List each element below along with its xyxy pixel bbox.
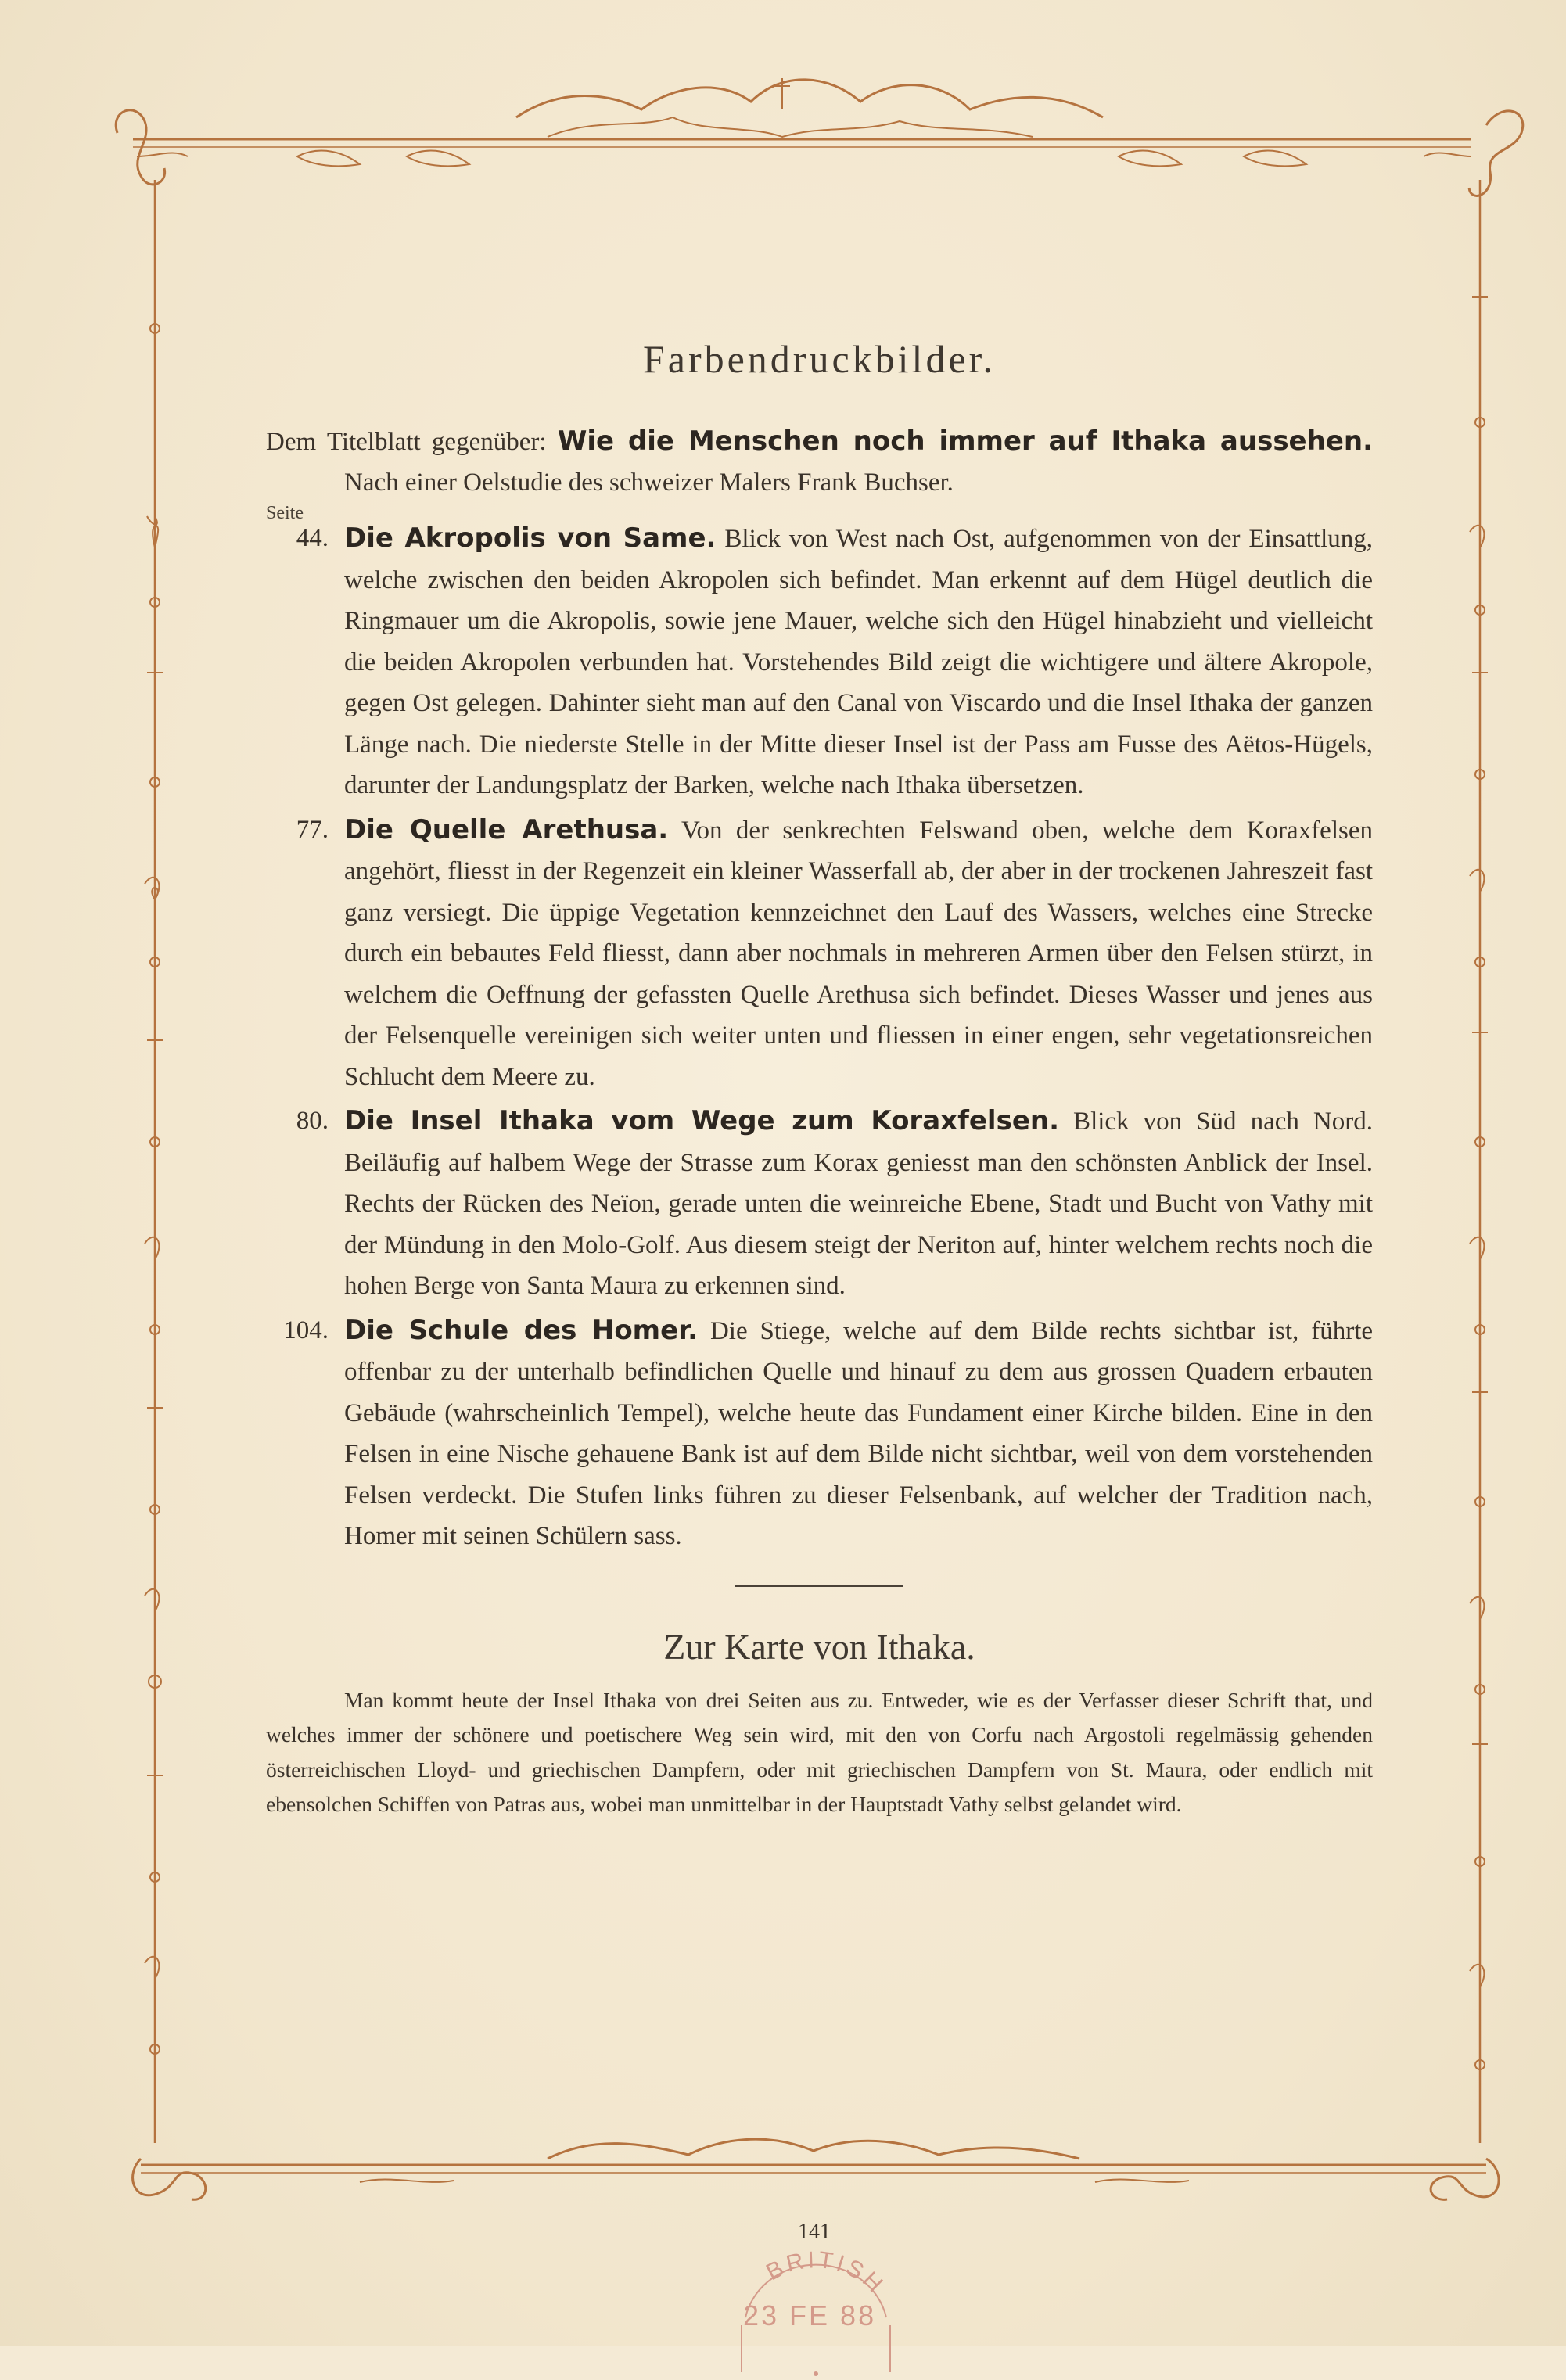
intro-text: Nach einer Oelstudie des schweizer Malers Frank Buchser.: [344, 468, 954, 497]
content: [266, 313, 1373, 1822]
entry-body: [344, 809, 1373, 1098]
intro-paragraph: [266, 421, 1373, 503]
section-divider: [735, 1585, 903, 1587]
entry-heading: Die Akropolis von Same.: [344, 522, 717, 554]
entry-text: Blick von West nach Ost, aufgenommen von der Einsattlung, welche zwischen den beiden Akropolen sich befindet. Man erkennt auf dem Hügel deutlich die Ringmauer um die Akropolis, sowie jene Mauer, welche sich den Hügel hinabzieht und vielleicht die beiden Akropolen verbunden hat. Vorstehendes Bild zeigt die wichtigere und ältere Akropole, gegen Ost gelegen. Dahinter sieht man auf den Canal von Viscardo und die Insel Ithaka der ganzen Länge nach. Die niederste Stelle in der Mitte dieser Insel ist der Pass am Fusse des Aëtos-Hügels, darunter der Landungsplatz der Barken, welche nach Ithaka übersetzen.: [344, 525, 1373, 799]
page-title: Farbendruckbilder.: [642, 337, 997, 381]
entry-body: [344, 518, 1373, 806]
entry-heading: Die Quelle Arethusa.: [344, 813, 669, 845]
entry-page-number: 44.: [296, 524, 329, 552]
entry-page-number: 77.: [296, 815, 329, 844]
svg-text:BRITISH: [762, 2247, 889, 2299]
entry-text: Die Stiege, welche auf dem Bilde rechts sichtbar ist, führte offenbar zu der unterhalb befindlichen Quelle und hinauf zu dem aus grossen Quadern erbauten Gebäude (wahrscheinlich Tempel), welche heute das Fundament einer Kirche bilden. Eine in den Felsen in eine Nische gehauene Bank ist auf dem Bilde nicht sichtbar, weil von dem vorstehenden Felsen verdeckt. Die Stufen links führen zu dieser Felsenbank, auf welcher der Tradition nach, Homer mit seinen Schülern sass.: [344, 1316, 1374, 1550]
page-number: 141: [798, 2220, 831, 2244]
entry-44: [266, 518, 1373, 806]
stamp-date: 23 FE 88: [743, 2299, 877, 2332]
stamp-arc-text: BRITISH: [762, 2246, 890, 2299]
map-section-title: Zur Karte von Ithaka.: [663, 1626, 975, 1667]
entry-77: [266, 809, 1373, 1098]
entry-text: Blick von Süd nach Nord. Beiläufig auf halbem Wege der Strasse zum Korax geniesst man den schönsten Anblick der Insel. Rechts der Rücken des Neïon, gerade unten die weinreiche Ebene, Stadt und Bucht von Vathy mit der Mündung in den Molo-Golf. Aus diesem steigt der Neriton auf, hinter welchem rechts noch die hohen Berge von Santa Maura zu erkennen sind.: [344, 1107, 1373, 1300]
intro-heading: Wie die Menschen noch immer auf Ithaka aussehen.: [557, 425, 1374, 457]
seite-label: Seite: [266, 503, 304, 523]
intro-lead: Dem Titelblatt gegenüber:: [266, 428, 558, 456]
entry-page-number: 104.: [283, 1316, 329, 1344]
entry-page-number: 80.: [296, 1107, 329, 1135]
entry-80: [266, 1100, 1373, 1307]
entry-heading: Die Insel Ithaka vom Wege zum Koraxfelsen.: [344, 1105, 1059, 1136]
entry-body: [344, 1100, 1373, 1307]
entry-104: [266, 1310, 1373, 1557]
entry-text: Von der senkrechten Felswand oben, welche dem Koraxfelsen angehört, fliesst in der Regenzeit ein kleiner Wasserfall ab, der aber in der trockenen Jahreszeit fast ganz versiegt. Die üppige Vegetation kennzeichnet den Lauf des Wassers, welches eine Strecke durch ein bebautes Feld fliesst, dann aber nochmals in mehreren Armen über den Felsen stürzt, in welchem die Oeffnung der gefassten Quelle Arethusa sich befindet. Dieses Wasser und jenes aus der Felsenquelle vereinigen sich weiter unten und fliessen in einer engen, sehr vegetationsreichen Schlucht dem Meere zu.: [344, 816, 1373, 1091]
entry-heading: Die Schule des Homer.: [344, 1314, 699, 1346]
entry-body: [344, 1310, 1373, 1557]
map-section-text: Man kommt heute der Insel Ithaka von drei Seiten aus zu. Entweder, wie es der Verfasser dieser Schrift that, und welches immer der schönere und poetischere Weg sein wird, mit den von Corfu nach Argostoli regelmässig gehenden österreichischen Lloyd- und griechischen Dampfern, oder mit griechischen Dampfern von St. Maura, oder endlich mit ebensolchen Schiffen von Patras aus, wobei man unmittelbar in der Hauptstadt Vathy selbst gelandet wird.: [266, 1687, 1373, 1816]
